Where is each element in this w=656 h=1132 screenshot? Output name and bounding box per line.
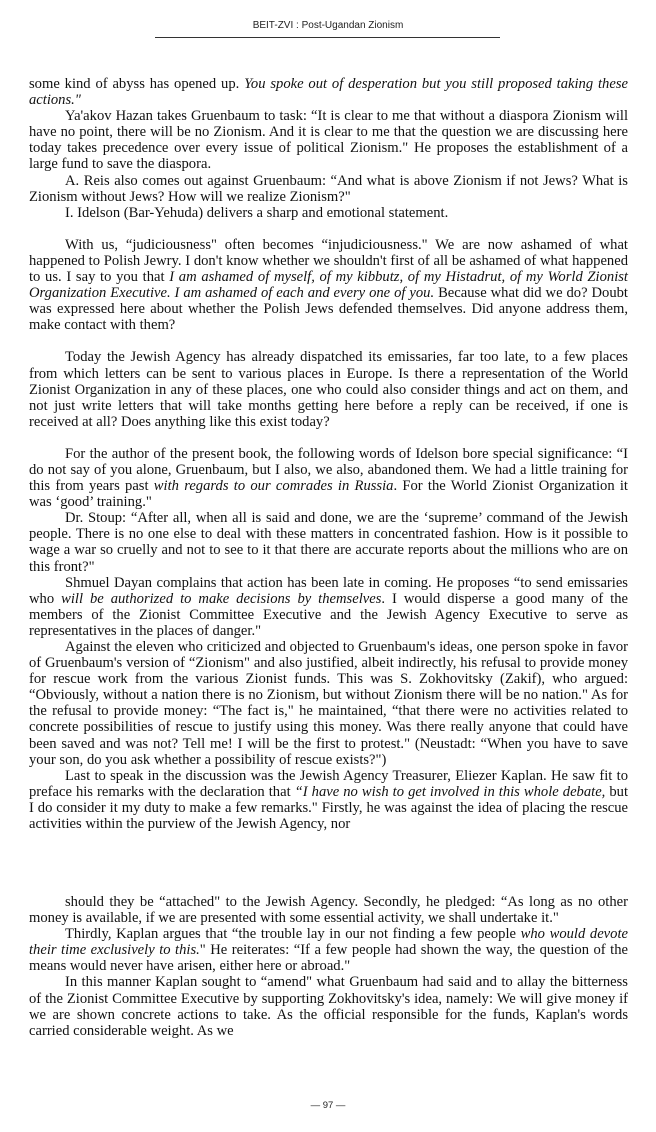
italic-text: with regards to our comrades in Russia [153, 478, 394, 495]
body-text-lower [29, 894, 628, 1039]
text-run: Dr. Stoup: “After all, when all is said and done, we are the ‘supreme’ command of the Jewish people. There is no one else to deal with these matters in concentrated fashion. How is it possible to wage a war so cruelly and not to see to it that there are accurate reports about the millions who are on this front?" [29, 510, 628, 575]
paragraph [29, 768, 628, 832]
paragraph [29, 639, 628, 768]
paragraph [29, 205, 628, 221]
header-rule [155, 37, 500, 38]
paragraph [29, 575, 628, 639]
italic-text: I am ashamed of myself, of my kibbutz, of my Histadrut, of my World Zionist Organization Executive. I am ashamed of each and every one of you. [29, 269, 628, 302]
paragraph [29, 446, 628, 510]
text-run: . For the World Zionist Organization it was ‘good’ training." [29, 478, 628, 511]
paragraph [29, 926, 628, 974]
italic-text: “I have no wish to get involved in this whole debate, [294, 783, 606, 800]
text-run: I. Idelson (Bar-Yehuda) delivers a sharp and emotional statement. [65, 204, 449, 221]
page-number: — 97 — [310, 1100, 346, 1111]
paragraph [29, 108, 628, 172]
text-run: In this manner Kaplan sought to “amend" what Gruenbaum had said and to allay the bitterness of the Zionist Committee Executive by supporting Zokhovitsky's idea, namely: We will give money if we are shown concrete actions to take. As the official responsible for the funds, Kaplan's words carried considerable weight. As we [29, 974, 628, 1039]
text-run: For the author of the present book, the following words of Idelson bore special significance: “I do not say of you alone, Gruenbaum, but I also, we also, abandoned them. We had a little training for this from years past [29, 445, 628, 495]
paragraph [29, 974, 628, 1038]
text-run: some kind of abyss has opened up. [29, 76, 245, 92]
paragraph [29, 76, 628, 108]
text-run: but I do consider it my duty to make a few remarks." Firstly, he was against the idea of placing the rescue activities within the purview of the Jewish Agency, nor [29, 783, 629, 833]
italic-text: who would devote their time exclusively to this. [29, 926, 628, 959]
paragraph [29, 894, 628, 926]
text-run: A. Reis also comes out against Gruenbaum: “And what is above Zionism if not Jews? What is Zionism without Jews? How will we realize Zionism?" [29, 172, 628, 205]
text-run: Thirdly, Kaplan argues that “the trouble lay in our not finding a few people [65, 926, 521, 943]
text-run: Ya'akov Hazan takes Gruenbaum to task: “It is clear to me that without a diaspora Zionism will have no point, there will be no Zionism. And it is clear to me that the question we are discussing here today takes precedence over every issue of political Zionism." He proposes the establishment of a large fund to save the diaspora. [29, 108, 628, 173]
body-text-upper [29, 76, 628, 832]
text-run: With us, “judiciousness" often becomes “injudiciousness." We are now ashamed of what happened to Polish Jewry. I don't know whether we shouldn't first of all be ashamed of what happened to us. I say to you that [29, 236, 628, 286]
italic-text: will be authorized to make decisions by themselves [61, 590, 382, 607]
paragraph [29, 510, 628, 574]
text-run: should they be “attached" to the Jewish Agency. Secondly, he pledged: “As long as no other money is available, if we are presented with some essential activity, we shall undertake it." [29, 894, 628, 927]
block-quote-paragraph [29, 237, 628, 334]
running-head: BEIT-ZVI : Post-Ugandan Zionism [252, 20, 404, 31]
text-run: Last to speak in the discussion was the Jewish Agency Treasurer, Eliezer Kaplan. He saw fit to preface his remarks with the declaration that [29, 767, 628, 800]
text-run: Against the eleven who criticized and objected to Gruenbaum's ideas, one person spoke in favor of Gruenbaum's version of “Zionism" and also justified, albeit indirectly, his refusal to provide money for rescue work from the various Zionist funds. This was S. Zokhovitsky (Zakif), who argued: “Obviously, without a nation there is no Zionism, but without Zionism there will be no nation." As for the refusal to provide money: “The fact is," he maintained, “that there were no activities related to concrete possibilities of rescue to justify using this money. Was there really anyone that could have been saved and was not? Tell me! I will be the first to protest." (Neustadt: “When you have to save your son, do you ask whether a possibility of rescue exists?") [29, 639, 628, 768]
paragraph [29, 173, 628, 205]
block-quote-paragraph [29, 349, 628, 429]
text-run: Shmuel Dayan complains that action has been late in coming. He proposes “to send emissaries who [29, 574, 628, 607]
italic-text: You spoke out of desperation but you still proposed taking these actions." [29, 76, 628, 109]
text-run: " He reiterates: “If a few people had shown the way, the question of the means would never have arisen, either here or abroad." [29, 942, 628, 975]
text-run: Because what did we do? Doubt was expressed here about whether the Polish Jews defended themselves. Did anyone address them, make contact with them? [29, 285, 628, 334]
text-run: . I would disperse a good many of the members of the Zionist Committee Executive and the Jewish Agency Executive to serve as representatives in the places of danger." [29, 590, 628, 639]
text-run: Today the Jewish Agency has already dispatched its emissaries, far too late, to a few places from which letters can be sent to various places in Europe. Is there a representation of the World Zionist Organization in any of these places, one who could also consider things and act on them, and not just write letters that will take months getting here before a reply can be received, if one is received at all? Does anything like this exist today? [29, 349, 628, 430]
